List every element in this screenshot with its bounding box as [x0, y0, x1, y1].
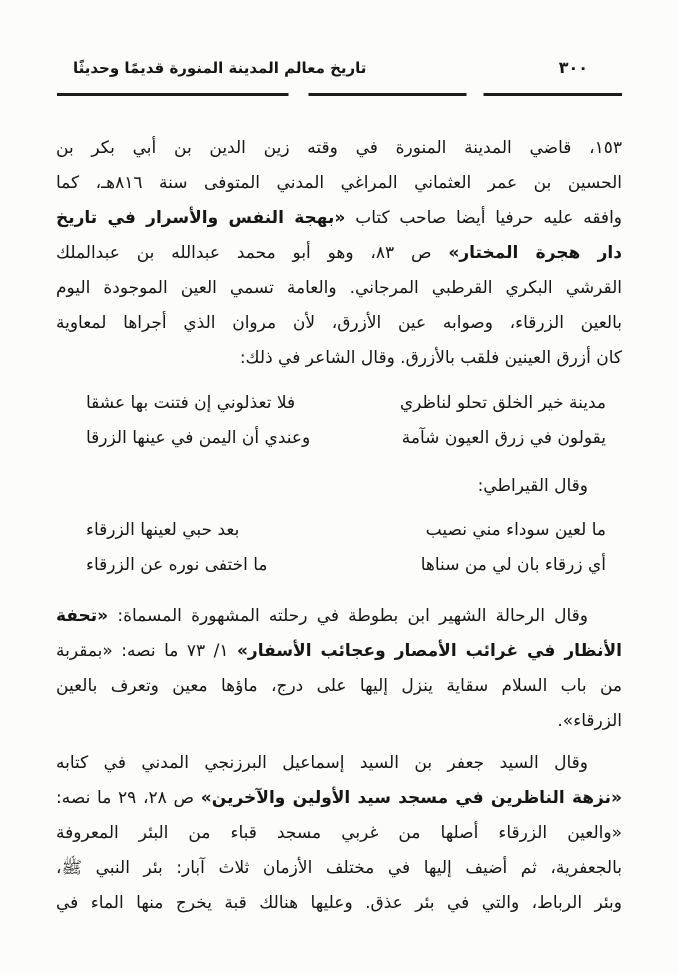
- paragraph: [56, 746, 622, 921]
- hemistich-right: يقولون في زرق العيون شآمة: [401, 428, 606, 448]
- poem-verse: [86, 421, 606, 456]
- hemistich-left: ما اختفى نوره عن الزرقاء: [86, 555, 268, 575]
- text-line: [56, 599, 622, 634]
- text-run: «والعين الزرقاء أصلها من غربي مسجد قباء من البئر المعروفة: [56, 823, 622, 843]
- book-title-emphasis: الأنظار في غرائب الأمصار وعجائب الأسفار»: [236, 641, 622, 661]
- text-line: [56, 201, 622, 236]
- running-title: تاريخ معالم المدينة المنورة قديمًا وحديثًا: [73, 59, 367, 77]
- text-run: ١/ ٧٣ ما نصه: «بمقربة: [56, 641, 237, 661]
- paragraph: [56, 599, 622, 739]
- text-line: [56, 886, 622, 921]
- poem-verse: [86, 386, 606, 421]
- text-line: [56, 669, 622, 704]
- book-title-emphasis: «نزهة الناظرين في مسجد سيد الأولين والآخرين»: [200, 788, 622, 808]
- text-run: القرشي البكري القرطبي المرجاني. والعامة تسمي العين الموجودة اليوم: [56, 278, 622, 298]
- text-line: [56, 131, 622, 166]
- text-line: [56, 306, 622, 341]
- text-line: [56, 746, 622, 781]
- text-run: من باب السلام سقاية ينزل إليها على درج، ماؤها معين وتعرف بالعين: [56, 676, 622, 696]
- poem-block: [56, 513, 622, 583]
- hemistich-right: ما لعين سوداء مني نصيب: [425, 520, 606, 540]
- hemistich-left: بعد حبي لعينها الزرقاء: [86, 520, 240, 540]
- book-title-emphasis: «تحفة: [56, 606, 109, 626]
- text-run: وقال القيراطي:: [477, 476, 588, 496]
- text-line: [56, 851, 622, 886]
- text-run: بالعين الزرقاء، وصوابه عين الأزرق، لأن مروان الذي أجراها لمعاوية: [56, 313, 622, 333]
- text-run: كان أزرق العينين فلقب بالأزرق. وقال الشاعر في ذلك:: [239, 348, 622, 368]
- text-run: وبئر الرباط، والتي في بئر عذق. وعليها هنالك قبة يخرج منها الماء في: [56, 893, 622, 913]
- text-run: الحسين بن عمر العثماني المراغي المدني المتوفى سنة ٨١٦هـ، كما: [56, 173, 622, 193]
- hemistich-left: فلا تعذلوني إن فتنت بها عشقا: [86, 393, 296, 413]
- text-run: وقال الرحالة الشهير ابن بطوطة في رحلته المشهورة المسماة:: [108, 606, 588, 626]
- text-run: بالجعفرية، ثم أضيف إليها في مختلف الأزمان ثلاث آبار: بئر النبي ﷺ،: [56, 858, 622, 878]
- text-run: ص ٢٨، ٢٩ ما نصه:: [56, 788, 201, 808]
- page-number: ٣٠٠: [558, 58, 588, 77]
- text-run: ١٥٣، قاضي المدينة المنورة في وقته زين الدين بن أبي بكر بن: [56, 138, 622, 158]
- page-header: [57, 58, 622, 77]
- paragraph: [56, 469, 622, 504]
- poem-block: [56, 386, 622, 456]
- text-line: [56, 341, 622, 376]
- text-line: [56, 166, 622, 201]
- text-run: وافقه عليه حرفيا أيضا صاحب كتاب: [345, 208, 622, 228]
- poem-verse: [86, 513, 606, 548]
- text-line: [56, 236, 622, 271]
- text-line: [56, 704, 622, 739]
- hemistich-left: وعندي أن اليمن في عينها الزرقا: [86, 428, 311, 448]
- hemistich-right: مدينة خير الخلق تحلو لناظري: [399, 393, 606, 413]
- book-title-emphasis: دار هجرة المختار»: [448, 243, 622, 263]
- book-title-emphasis: «بهجة النفس والأسرار في تاريخ: [56, 208, 346, 228]
- page-body: [56, 131, 622, 921]
- text-line: [56, 469, 622, 504]
- text-run: وقال السيد جعفر بن السيد إسماعيل البرزنجي المدني في كتابه: [56, 753, 588, 773]
- text-line: [56, 271, 622, 306]
- text-line: [56, 781, 622, 816]
- paragraph: [56, 131, 622, 376]
- text-line: [56, 816, 622, 851]
- poem-verse: [86, 548, 606, 583]
- header-rule: [57, 93, 622, 96]
- hemistich-right: أي زرقاء بان لي من سناها: [420, 555, 606, 575]
- text-line: [56, 634, 622, 669]
- text-run: الزرقاء».: [557, 711, 622, 731]
- text-run: ص ٨٣، وهو أبو محمد عبدالله بن عبدالملك: [56, 243, 449, 263]
